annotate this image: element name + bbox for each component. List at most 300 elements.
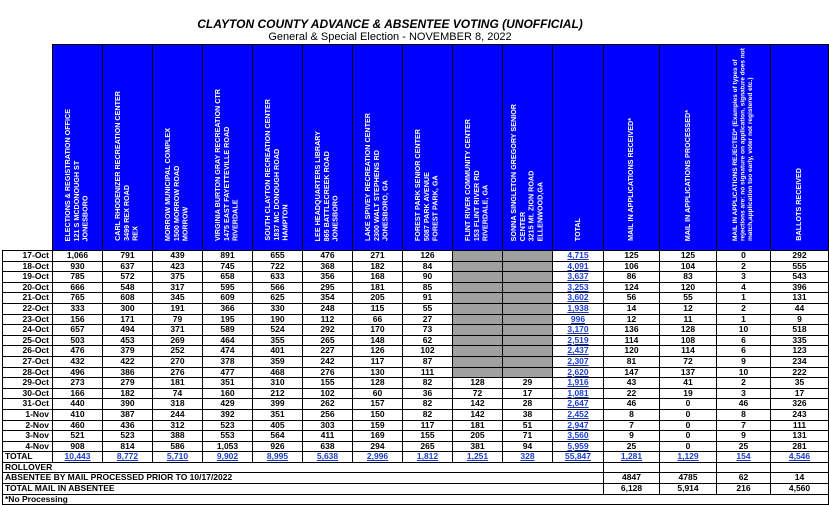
table-cell: 496 (53, 367, 103, 378)
table-cell: 9 (604, 431, 660, 442)
table-cell: 19-Oct (3, 272, 53, 283)
table-cell[interactable]: 9,902 (203, 452, 253, 463)
table-cell: 74 (153, 388, 203, 399)
table-body (3, 251, 829, 505)
table-cell[interactable]: 1,916 (553, 378, 604, 389)
table-cell: 655 (253, 251, 303, 262)
table-cell: 265 (403, 441, 453, 452)
table-cell[interactable]: 2,996 (353, 452, 403, 463)
table-cell[interactable]: 1,251 (453, 452, 503, 463)
table-cell: 0 (660, 441, 717, 452)
table-cell: 543 (771, 272, 829, 283)
table-cell[interactable]: 3,170 (553, 325, 604, 336)
column-header (553, 45, 604, 251)
table-cell: 300 (103, 303, 153, 314)
table-row (3, 272, 829, 283)
table-cell: 137 (660, 367, 717, 378)
table-cell: 401 (253, 346, 303, 357)
table-cell (503, 367, 553, 378)
table-cell: 195 (203, 314, 253, 325)
table-cell: 111 (771, 420, 829, 431)
table-cell: 386 (103, 367, 153, 378)
table-cell[interactable]: 2,519 (553, 335, 604, 346)
table-cell: 4785 (660, 473, 717, 484)
table-cell: 312 (153, 420, 203, 431)
table-cell (453, 261, 503, 272)
table-cell: 381 (453, 441, 503, 452)
table-cell: 292 (771, 251, 829, 262)
column-header-label: CARL RHODENIZER RECREATION CENTER 3499 REX ROAD REX (113, 91, 140, 241)
table-cell: 28 (503, 399, 553, 410)
table-cell: 56 (604, 293, 660, 304)
table-cell: ROLLOVER (3, 462, 604, 473)
table-cell[interactable]: 5,959 (553, 441, 604, 452)
table-cell: 8 (717, 409, 771, 420)
table-cell: 637 (103, 261, 153, 272)
table-cell: 126 (353, 346, 403, 357)
table-cell: 29 (503, 378, 553, 389)
table-cell: 8 (604, 409, 660, 420)
column-header (103, 45, 153, 251)
table-cell: 55 (403, 303, 453, 314)
table-row (3, 420, 829, 431)
table-cell[interactable]: 5,710 (153, 452, 203, 463)
table-cell: 436 (103, 420, 153, 431)
column-header-label: FLINT RIVER COMMUNITY CENTER 153 FLINT RIVER RD RIVERDALE, GA (463, 118, 490, 241)
table-cell: 81 (604, 356, 660, 367)
table-cell: 71 (503, 431, 553, 442)
table-cell: 12 (660, 303, 717, 314)
table-cell[interactable]: 4,091 (553, 261, 604, 272)
table-row (3, 409, 829, 420)
table-cell: 638 (303, 441, 353, 452)
column-header-label: SONNA SINGLETON GREGORY SENIOR CENTER 3215 Mt. ZION ROAD ELLENWOOD,GA (508, 103, 545, 241)
table-cell: 181 (453, 420, 503, 431)
table-cell: 411 (303, 431, 353, 442)
table-cell: 359 (253, 356, 303, 367)
table-cell: 86 (604, 272, 660, 283)
table-cell: 0 (660, 420, 717, 431)
table-cell: 181 (153, 378, 203, 389)
table-cell: 256 (303, 409, 353, 420)
table-cell: 814 (103, 441, 153, 452)
table-cell: 12 (604, 314, 660, 325)
table-cell: 318 (153, 399, 203, 410)
table-cell: 2 (717, 261, 771, 272)
table-cell: 3 (717, 272, 771, 283)
table-cell: 26-Oct (3, 346, 53, 357)
table-cell (503, 325, 553, 336)
table-cell: 44 (771, 303, 829, 314)
table-cell: 356 (303, 272, 353, 283)
table-cell: 35 (771, 378, 829, 389)
table-cell[interactable]: 2,307 (553, 356, 604, 367)
table-cell: 292 (303, 325, 353, 336)
table-cell: 11 (660, 314, 717, 325)
table-cell: 429 (203, 399, 253, 410)
table-cell: 25 (717, 441, 771, 452)
table-cell: 1 (717, 293, 771, 304)
table-cell: 17 (771, 388, 829, 399)
column-header-label: ELECTIONS & REGISTRATION OFFICE 121 S MCDONOUGH ST JONESBORO (63, 108, 90, 241)
table-cell (503, 346, 553, 357)
table-cell (503, 251, 553, 262)
table-cell: 83 (660, 272, 717, 283)
table-cell: 375 (153, 272, 203, 283)
table-cell: 20-Oct (3, 282, 53, 293)
report-title: CLAYTON COUNTY ADVANCE & ABSENTEE VOTING (UNOFFICIAL) (197, 17, 583, 31)
table-cell[interactable]: 3,637 (553, 272, 604, 283)
column-header (453, 45, 503, 251)
table-cell: 1 (717, 314, 771, 325)
table-cell: 453 (103, 335, 153, 346)
table-cell[interactable]: 8,995 (253, 452, 303, 463)
table-cell: 423 (153, 261, 203, 272)
table-cell[interactable]: 1,938 (553, 303, 604, 314)
table-cell: 27 (403, 314, 453, 325)
table-cell: 270 (153, 356, 203, 367)
table-cell: 345 (153, 293, 203, 304)
table-row (3, 356, 829, 367)
column-header (771, 45, 829, 251)
table-cell: 24-Oct (3, 325, 53, 336)
table-cell: 128 (660, 325, 717, 336)
column-header (660, 45, 717, 251)
column-header (253, 45, 303, 251)
table-cell[interactable]: 55,847 (553, 452, 604, 463)
table-cell: 102 (403, 346, 453, 357)
table-cell: 168 (353, 272, 403, 283)
table-cell: 518 (771, 325, 829, 336)
table-cell (503, 356, 553, 367)
table-cell: 27-Oct (3, 356, 53, 367)
table-cell: 114 (660, 346, 717, 357)
table-cell: 252 (153, 346, 203, 357)
table-cell (453, 346, 503, 357)
table-cell: 5,914 (660, 484, 717, 495)
table-cell: 242 (303, 356, 353, 367)
table-cell: 4-Nov (3, 441, 53, 452)
table-cell: 104 (660, 261, 717, 272)
table-cell (717, 462, 771, 473)
table-cell[interactable]: 2,647 (553, 399, 604, 410)
table-cell: 22-Oct (3, 303, 53, 314)
table-cell: 43 (604, 378, 660, 389)
table-cell: 930 (53, 261, 103, 272)
table-cell: 222 (771, 367, 829, 378)
table-cell: 85 (403, 282, 453, 293)
column-header (53, 45, 103, 251)
table-cell: 123 (771, 346, 829, 357)
table-cell: 66 (353, 314, 403, 325)
table-cell: 14 (771, 473, 829, 484)
table-cell (453, 335, 503, 346)
table-cell: 351 (203, 378, 253, 389)
table-cell[interactable]: 3,602 (553, 293, 604, 304)
table-cell: 392 (203, 409, 253, 420)
column-header-label: TOTAL (572, 217, 582, 241)
table-cell: 90 (403, 272, 453, 283)
table-cell: 142 (453, 399, 503, 410)
table-cell (453, 314, 503, 325)
table-cell: 468 (253, 367, 303, 378)
table-row (3, 282, 829, 293)
table-cell[interactable]: 2,437 (553, 346, 604, 357)
table-cell: 169 (353, 431, 403, 442)
table-cell[interactable]: 1,129 (660, 452, 717, 463)
table-cell: 521 (53, 431, 103, 442)
table-cell: 354 (303, 293, 353, 304)
table-cell: 117 (353, 356, 403, 367)
table-cell: 10 (717, 325, 771, 336)
voting-table (2, 44, 829, 505)
table-cell: 166 (53, 388, 103, 399)
report (2, 0, 811, 505)
table-cell[interactable]: 1,281 (604, 452, 660, 463)
column-header-label: BALLOTS RECEIVED (794, 168, 804, 241)
table-cell: 28-Oct (3, 367, 53, 378)
table-cell: 589 (203, 325, 253, 336)
table-row (3, 314, 829, 325)
table-cell: 3-Nov (3, 431, 53, 442)
table-cell: 46 (604, 399, 660, 410)
table-cell (503, 303, 553, 314)
table-cell: 477 (203, 367, 253, 378)
table-cell (453, 251, 503, 262)
table-cell: 126 (403, 251, 453, 262)
table-cell: 181 (353, 282, 403, 293)
table-cell: 51 (503, 420, 553, 431)
table-row (3, 303, 829, 314)
table-cell: 657 (53, 325, 103, 336)
column-header (203, 45, 253, 251)
table-cell: 396 (771, 282, 829, 293)
table-cell: 21-Oct (3, 293, 53, 304)
table-cell: 7 (604, 420, 660, 431)
table-cell[interactable]: 8,772 (103, 452, 153, 463)
table-cell: 908 (53, 441, 103, 452)
table-cell: 625 (253, 293, 303, 304)
table-cell: 9 (771, 314, 829, 325)
table-cell: 4 (717, 282, 771, 293)
table-cell: 102 (303, 388, 353, 399)
table-cell: 3 (717, 388, 771, 399)
table-cell (604, 462, 660, 473)
table-cell: 0 (660, 431, 717, 442)
report-subtitle: General & Special Election - NOVEMBER 8, 2022 (268, 31, 512, 43)
table-cell: 494 (103, 325, 153, 336)
column-header-label: LAKE SPIVEY RECREATION CENTER 2300 WALT STEPHENS RD JONESBORO, GA (363, 113, 390, 241)
table-cell: 87 (403, 356, 453, 367)
table-cell[interactable]: 4,546 (771, 452, 829, 463)
table-cell[interactable]: 3,253 (553, 282, 604, 293)
table-row (3, 293, 829, 304)
table-cell: 410 (53, 409, 103, 420)
table-cell: 926 (253, 441, 303, 452)
table-cell: 464 (203, 335, 253, 346)
table-cell: 474 (203, 346, 253, 357)
table-cell: 159 (353, 420, 403, 431)
table-cell: 248 (303, 303, 353, 314)
table-cell: 335 (771, 335, 829, 346)
table-cell: 216 (717, 484, 771, 495)
table-cell: 566 (253, 282, 303, 293)
table-cell: 125 (660, 251, 717, 262)
table-cell: 46 (717, 399, 771, 410)
table-cell[interactable]: 154 (717, 452, 771, 463)
table-cell: 244 (153, 409, 203, 420)
table-cell: 131 (771, 431, 829, 442)
table-cell[interactable]: 4,715 (553, 251, 604, 262)
column-header-label: VIRGINIA BURTON GRAY RECREATION CTR 1475 EAST FAYETTEVILLE ROAD RIVERDALE (213, 88, 240, 241)
table-cell: 182 (353, 261, 403, 272)
table-cell: 171 (103, 314, 153, 325)
table-cell[interactable]: 2,620 (553, 367, 604, 378)
table-cell: 79 (153, 314, 203, 325)
table-cell: 310 (253, 378, 303, 389)
table-cell: ABSENTEE BY MAIL PROCESSED PRIOR TO 10/17/2022 (3, 473, 604, 484)
column-header-label: MORROW MUNICIPAL COMPLEX 1500 MORROW ROAD MORROW (163, 127, 190, 241)
table-cell: 62 (717, 473, 771, 484)
table-cell: 72 (660, 356, 717, 367)
table-cell: 4,560 (771, 484, 829, 495)
rollover-row (3, 462, 829, 473)
table-cell (453, 272, 503, 283)
table-cell: 82 (403, 378, 453, 389)
table-cell: 326 (771, 399, 829, 410)
table-cell: 205 (453, 431, 503, 442)
table-cell: 722 (253, 261, 303, 272)
table-cell: 399 (253, 399, 303, 410)
table-cell: 82 (403, 409, 453, 420)
table-cell: 82 (403, 399, 453, 410)
table-row (3, 441, 829, 452)
table-cell[interactable]: 2,452 (553, 409, 604, 420)
table-cell: 658 (203, 272, 253, 283)
table-cell: 234 (771, 356, 829, 367)
table-cell[interactable]: 328 (503, 452, 553, 463)
table-cell: 388 (153, 431, 203, 442)
table-cell: 142 (453, 409, 503, 420)
table-cell: 125 (604, 251, 660, 262)
total-row (3, 452, 829, 463)
table-cell: 2 (717, 303, 771, 314)
table-cell: 25-Oct (3, 335, 53, 346)
table-cell: 120 (604, 346, 660, 357)
table-cell: 476 (303, 251, 353, 262)
table-cell: 9 (717, 356, 771, 367)
table-cell: 791 (103, 251, 153, 262)
column-header-label: MAIL IN APPLICATIONS REJECTED* (Examples of types of rejections are: no signature on application, signature does not match,application too early, voter not registered etc.) (732, 48, 755, 241)
table-cell: 273 (53, 378, 103, 389)
table-cell: 891 (203, 251, 253, 262)
table-cell (453, 367, 503, 378)
table-cell: 31-Oct (3, 399, 53, 410)
table-cell: 128 (453, 378, 503, 389)
table-row (3, 335, 829, 346)
table-cell: 523 (203, 420, 253, 431)
table-cell[interactable]: 996 (553, 314, 604, 325)
table-cell: 276 (303, 367, 353, 378)
table-cell: 460 (53, 420, 103, 431)
table-cell: 333 (53, 303, 103, 314)
table-cell[interactable]: 1,081 (553, 388, 604, 399)
table-cell[interactable]: 5,638 (303, 452, 353, 463)
table-cell: 317 (153, 282, 203, 293)
table-cell (453, 303, 503, 314)
table-cell[interactable]: 1,812 (403, 452, 453, 463)
table-cell: 94 (503, 441, 553, 452)
table-cell: 368 (303, 261, 353, 272)
table-cell: 38 (503, 409, 553, 420)
table-cell: 1-Nov (3, 409, 53, 420)
column-header (153, 45, 203, 251)
table-cell: 17 (503, 388, 553, 399)
table-cell: 36 (403, 388, 453, 399)
table-cell: 131 (771, 293, 829, 304)
table-cell[interactable]: 10,443 (53, 452, 103, 463)
table-cell: 351 (253, 409, 303, 420)
table-cell: 136 (604, 325, 660, 336)
table-cell: 366 (203, 303, 253, 314)
table-cell: 155 (303, 378, 353, 389)
table-cell: 432 (53, 356, 103, 367)
table-cell: 17-Oct (3, 251, 53, 262)
table-cell: 276 (153, 367, 203, 378)
table-cell: 405 (253, 420, 303, 431)
table-cell: 1,066 (53, 251, 103, 262)
note-row (3, 494, 829, 505)
total-mail-row (3, 484, 829, 495)
table-row (3, 251, 829, 262)
table-cell (503, 314, 553, 325)
table-cell: 1,053 (203, 441, 253, 452)
column-header-label: LEE HEADQUARTERS LIBRARY 865 BATTLECREEK ROAD JONESBORO (313, 130, 340, 241)
table-cell: 609 (203, 293, 253, 304)
table-cell: 18-Oct (3, 261, 53, 272)
table-cell: 60 (353, 388, 403, 399)
table-cell: 422 (103, 356, 153, 367)
table-cell[interactable]: 3,560 (553, 431, 604, 442)
table-cell: 29-Oct (3, 378, 53, 389)
table-cell[interactable]: 2,947 (553, 420, 604, 431)
table-cell: 128 (353, 378, 403, 389)
table-cell: 265 (303, 335, 353, 346)
table-cell: 586 (153, 441, 203, 452)
table-cell: 106 (604, 261, 660, 272)
table-cell: 553 (203, 431, 253, 442)
table-cell: 150 (353, 409, 403, 420)
column-header (403, 45, 453, 251)
table-cell: 14 (604, 303, 660, 314)
table-cell: 117 (403, 420, 453, 431)
table-cell: 379 (103, 346, 153, 357)
table-cell: 227 (303, 346, 353, 357)
table-cell (503, 282, 553, 293)
table-cell: 10 (717, 367, 771, 378)
table-cell (453, 282, 503, 293)
column-header (353, 45, 403, 251)
table-cell: 84 (403, 261, 453, 272)
table-cell: 182 (103, 388, 153, 399)
table-row (3, 325, 829, 336)
table-cell: 572 (103, 272, 153, 283)
table-cell: 7 (717, 420, 771, 431)
table-cell: 564 (253, 431, 303, 442)
table-cell: 6 (717, 346, 771, 357)
table-cell: 55 (660, 293, 717, 304)
column-header-label: FOREST PARK SENIOR CENTER 5087 PARK AVENUE FOREST PARK, GA (413, 128, 440, 241)
